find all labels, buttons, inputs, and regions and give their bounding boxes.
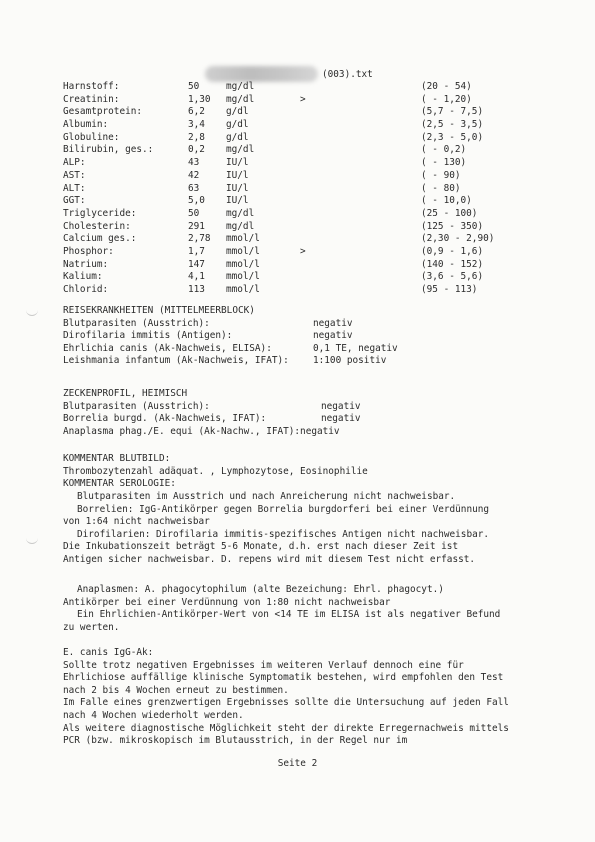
lab-value: 63: [188, 182, 200, 194]
tick-profile-section: [63, 388, 553, 438]
lab-value: 3,4: [188, 119, 205, 131]
result-row: Anaplasma phag./E. equi (Ak-Nachw., IFAT):negativ: [63, 425, 340, 437]
lab-unit: IU/l: [226, 169, 249, 181]
lab-unit: IU/l: [226, 157, 249, 169]
lab-value: 5,0: [188, 195, 205, 207]
lab-row: [63, 157, 543, 170]
lab-row: [63, 183, 543, 196]
result-row: Borrelia burgd. (Ak-Nachweis, IFAT): negativ: [63, 413, 361, 425]
punch-hole-mark: [26, 537, 38, 544]
lab-reference-range: ( - 80): [421, 182, 461, 194]
lab-reference-range: (0,9 - 1,6): [421, 245, 484, 257]
lab-row: [63, 94, 543, 107]
lab-reference-range: (95 - 113): [421, 284, 478, 295]
lab-name: ALP:: [63, 157, 86, 169]
lab-unit: g/dl: [226, 131, 249, 143]
lab-reference-range: ( - 130): [421, 157, 467, 169]
lab-reference-range: (125 - 350): [421, 220, 484, 232]
lab-value: 50: [188, 81, 200, 92]
lab-value: 1,7: [188, 245, 205, 257]
lab-unit: mmol/l: [226, 233, 260, 245]
lab-name: Gesamtprotein:: [63, 106, 143, 118]
lab-reference-range: (2,5 - 3,5): [421, 119, 484, 131]
lab-row: [63, 246, 543, 259]
lab-name: Triglyceride:: [63, 207, 137, 219]
lab-name: Phosphor:: [63, 245, 114, 257]
lab-name: Globuline:: [63, 131, 120, 143]
lab-name: Creatinin:: [63, 93, 120, 105]
lab-value: 147: [188, 258, 205, 270]
lab-row: [63, 259, 543, 272]
lab-value: 6,2: [188, 106, 205, 118]
comments-section: [63, 453, 553, 491]
lab-unit: mmol/l: [226, 245, 260, 257]
lab-reference-range: (140 - 152): [421, 258, 484, 270]
lab-unit: mg/dl: [226, 207, 255, 219]
result-row: Blutparasiten (Ausstrich): negativ: [63, 317, 353, 329]
result-row: Dirofilaria immitis (Antigen): negativ: [63, 330, 353, 342]
lab-reference-range: (5,7 - 7,5): [421, 106, 484, 118]
lab-name: Natrium:: [63, 258, 109, 270]
lab-row: [63, 195, 543, 208]
lab-value: 42: [188, 169, 200, 181]
lab-name: Cholesterin:: [63, 220, 131, 232]
lab-row: [63, 208, 543, 221]
lab-value: 291: [188, 220, 205, 232]
lab-unit: mmol/l: [226, 258, 260, 270]
lab-unit: mmol/l: [226, 284, 260, 295]
lab-flag: >: [300, 93, 306, 105]
paragraph: Sollte trotz negativen Ergebnisses im weiteren Verlauf dennoch eine für Ehrlichiose auffällige klinische Symptomatik bestehen, wird empfohlen den Test nach 2 bis 4 Wochen erneut zu bestimmen.: [63, 659, 504, 696]
redacted-filename-block: [205, 66, 318, 82]
section-heading: ZECKENPROFIL, HEIMISCH: [63, 388, 188, 399]
lab-name: Bilirubin, ges.:: [63, 144, 154, 156]
lab-name: Calcium ges.:: [63, 233, 137, 245]
lab-reference-range: (2,30 - 2,90): [421, 233, 495, 245]
lab-value: 43: [188, 157, 200, 169]
lab-name: ALT:: [63, 182, 86, 194]
lab-results-table: [63, 81, 543, 297]
lab-row: [63, 221, 543, 234]
lab-value: 50: [188, 207, 200, 219]
lab-reference-range: (2,3 - 5,0): [421, 131, 484, 143]
lab-reference-range: ( - 90): [421, 169, 461, 181]
lab-name: GGT:: [63, 195, 86, 207]
paragraph: Anaplasmen: A. phagocytophilum (alte Bezeichung: Ehrl. phagocyt.): [77, 584, 444, 595]
lab-reference-range: ( - 1,20): [421, 93, 472, 105]
lab-unit: mg/dl: [226, 81, 255, 92]
lab-reference-range: (20 - 54): [421, 81, 472, 92]
lab-row: [63, 81, 543, 94]
lab-name: Chlorid:: [63, 284, 109, 295]
lab-reference-range: (3,6 - 5,6): [421, 271, 484, 283]
lab-name: Harnstoff:: [63, 81, 120, 92]
lab-value: 2,8: [188, 131, 205, 143]
lab-unit: IU/l: [226, 195, 249, 207]
ecanis-heading: E. canis IgG-Ak:: [63, 647, 154, 658]
lab-unit: mg/dl: [226, 144, 255, 156]
punch-hole-mark: [26, 309, 38, 316]
lab-row: [63, 233, 543, 246]
paragraph: Blutparasiten im Ausstrich und nach Anreicherung nicht nachweisbar.: [77, 491, 456, 502]
page-number: Seite 2: [277, 758, 318, 769]
blood-comment-text: Thrombozytenzahl adäquat. , Lymphozytose, Eosinophilie: [63, 465, 368, 477]
lab-row: [63, 132, 543, 145]
ecanis-section: [63, 647, 513, 748]
lab-reference-range: ( - 0,2): [421, 144, 467, 156]
lab-value: 2,78: [188, 233, 211, 245]
lab-unit: IU/l: [226, 182, 249, 194]
paragraph: Borrelien: IgG-Antikörper gegen Borrelia burgdorferi bei einer Verdünnung von 1:64 nicht nachweisbar: [63, 503, 490, 528]
lab-unit: g/dl: [226, 106, 249, 118]
paragraph: Antikörper bei einer Verdünnung von 1:80 nicht nachweisbar: [63, 596, 391, 608]
lab-value: 113: [188, 284, 205, 295]
lab-name: Kalium:: [63, 271, 103, 283]
lab-name: AST:: [63, 169, 86, 181]
travel-diseases-section: [63, 305, 553, 368]
result-row: Leishmania infantum (Ak-Nachweis, IFAT): 1:100 positiv: [63, 355, 387, 367]
paragraph: Dirofilarien: Dirofilaria immitis-spezifisches Antigen nicht nachweisbar. Die Inkubationszeit beträgt 5-6 Monate, d.h. erst nach dieser Zeit ist Antigen sicher nachweisbar. D. repens wird mit diesem Test nicht erfasst.: [63, 528, 490, 565]
lab-unit: mg/dl: [226, 220, 255, 232]
file-name: (003).txt: [322, 69, 373, 80]
lab-value: 0,2: [188, 144, 205, 156]
lab-row: [63, 170, 543, 183]
lab-row: [63, 271, 543, 284]
result-row: Ehrlichia canis (Ak-Nachweis, ELISA): 0,1 TE, negativ: [63, 342, 398, 354]
paragraph: Im Falle eines grenzwertigen Ergebnisses sollte die Untersuchung auf jeden Fall nach 4 Wochen wiederholt werden.: [63, 697, 509, 721]
lab-reference-range: (25 - 100): [421, 207, 478, 219]
result-row: Blutparasiten (Ausstrich): negativ: [63, 400, 361, 412]
blood-comment-heading: KOMMENTAR BLUTBILD:: [63, 453, 171, 464]
lab-unit: mg/dl: [226, 93, 255, 105]
lab-value: 1,30: [188, 93, 211, 105]
lab-value: 4,1: [188, 271, 205, 283]
lab-row: [63, 284, 543, 297]
serology-comment-heading: KOMMENTAR SEROLOGIE:: [63, 478, 176, 490]
lab-row: [63, 144, 543, 157]
lab-flag: >: [300, 245, 306, 257]
lab-row: [63, 106, 543, 119]
serology-text-2: [63, 584, 513, 634]
lab-reference-range: ( - 10,0): [421, 195, 472, 207]
lab-unit: mmol/l: [226, 271, 260, 283]
lab-unit: g/dl: [226, 119, 249, 131]
serology-text: [63, 491, 503, 567]
lab-row: [63, 119, 543, 132]
section-heading: REISEKRANKHEITEN (MITTELMEERBLOCK): [63, 305, 255, 316]
paragraph: Als weitere diagnostische Möglichkeit steht der direkte Erregernachweis mittels PCR (bzw. mikroskopisch im Blutausstrich, in der Regel nur im: [63, 722, 509, 747]
lab-name: Albumin:: [63, 119, 109, 131]
paragraph: Ein Ehrlichien-Antikörper-Wert von <14 TE im ELISA ist als negativer Befund zu werten.: [63, 609, 501, 633]
